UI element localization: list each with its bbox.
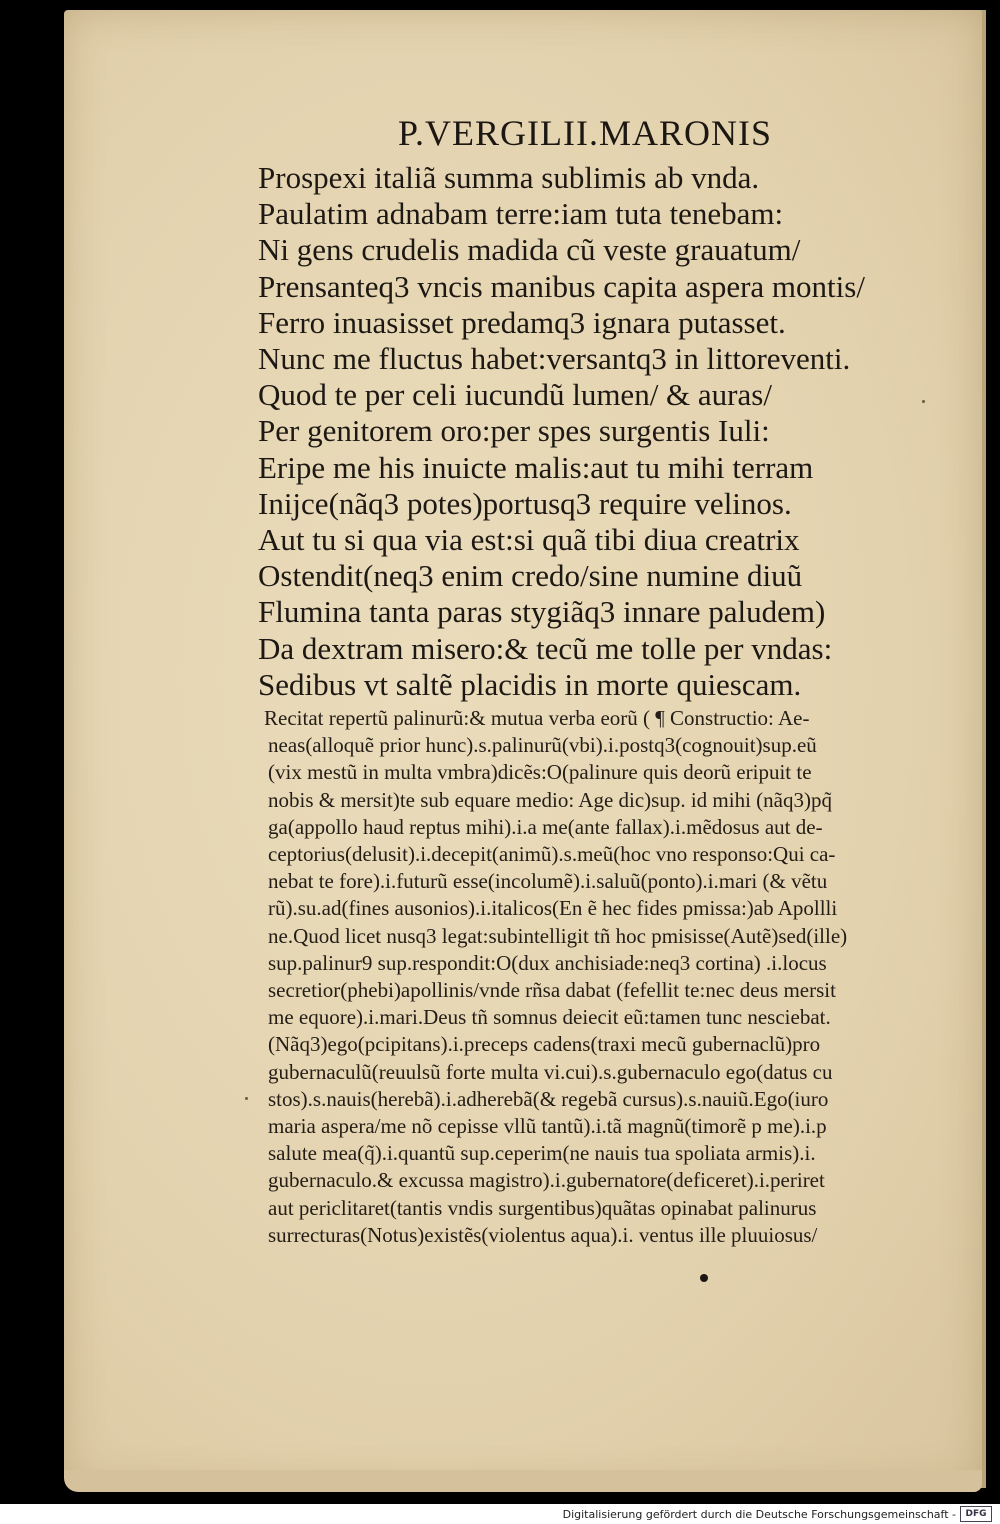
commentary-line: aut periclitaret(tantis vndis surgentibus)quãtas opinabat palinurus	[268, 1195, 817, 1220]
commentary-line: ga(appollo haud reptus mihi).i.a me(ante fallax).i.mẽdosus aut de-	[268, 814, 823, 839]
verse-line: Prensanteq3 vncis manibus capita aspera montis/	[258, 268, 865, 304]
commentary-line: maria aspera/me nõ cepisse vllũ tantũ).i.tã magnũ(timorẽ p me).i.p	[268, 1114, 827, 1139]
verse-line: Prospexi italiã summa sublimis ab vnda.	[258, 160, 760, 195]
verse-line: Quod te per celi iucundũ lumen/ & auras/	[258, 377, 772, 413]
verse-block	[258, 160, 958, 703]
verse-line: Ni gens crudelis madida cũ veste grauatum/	[258, 232, 801, 268]
verse-line: Iniјce(nãq3 potes)portusq3 require velinos.	[258, 485, 792, 521]
commentary-line: secretior(phebi)apollinis/vnde rñsa dabat (fefellit te:nec deus mersit	[268, 978, 836, 1003]
dfg-logo: DFG	[960, 1506, 992, 1522]
commentary-block	[264, 705, 964, 1249]
verse-line: Ferro inuasisset predamq3 ignara putasset.	[258, 304, 786, 340]
commentary-line: nebat te fore).i.futurũ esse(incolumẽ).i.saluũ(ponto).i.mari (& vẽtu	[268, 869, 828, 894]
commentary-line: nobis & mersit)te sub equare medio: Age dic)sup. id mihi (nãq3)pq̃	[268, 787, 832, 812]
commentary-line: Recitat repertũ palinurũ:& mutua verba eorũ ( ¶ Constructio: Ae-	[264, 706, 810, 730]
commentary-line: sup.palinur9 sup.respondit:O(dux anchisiade:neq3 cortina) .i.locus	[268, 950, 827, 975]
commentary-line: ceptorius(delusit).i.decepit(animũ).s.meũ(hoc vno responso:Qui ca-	[268, 842, 836, 867]
verse-line: Ostendit(neq3 enim credo/sine numine diuũ	[258, 558, 803, 594]
running-head: P.VERGILII.MARONIS	[398, 113, 773, 153]
margin-speck	[245, 1097, 248, 1100]
margin-speck	[922, 400, 925, 403]
commentary-line: gubernaculũ(reuulsũ forte multa vi.cui).s.gubernaculo ego(datus cu	[268, 1059, 833, 1084]
commentary-line: me equore).i.mari.Deus tñ somnus deiecit eũ:tamen tunc nesciebat.	[268, 1005, 831, 1030]
ink-dot	[700, 1274, 708, 1282]
commentary-line: salute mea(q̃).i.quantũ sup.ceperim(ne nauis tua spoliata armis).i.	[268, 1141, 816, 1166]
commentary-line: (Nãq3)ego(pcipitans).i.preceps cadens(traxi mecũ gubernaclũ)pro	[268, 1032, 821, 1057]
verse-line: Sedibus vt saltẽ placidis in morte quiescam.	[258, 666, 802, 702]
verse-line: Nunc me fluctus habet:versantq3 in littoreventi.	[258, 341, 851, 377]
verse-line: Aut tu si qua via est:si quã tibi diua creatrix	[258, 522, 800, 558]
footer-credit: Digitalisierung gefördert durch die Deutsche Forschungsgemeinschaft -	[562, 1508, 956, 1521]
commentary-line: surrecturas(Notus)existẽs(violentus aqua).i. ventus ille pluuiosus/	[268, 1222, 818, 1247]
verse-line: Paulatim adnabam terre:iam tuta tenebam:	[258, 196, 784, 232]
verse-line: Flumina tanta paras stygiãq3 innare paludem)	[258, 594, 826, 630]
commentary-line: ne.Quod licet nusq3 legat:subintelligit tñ hoc pmisisse(Autẽ)sed(ille)	[268, 923, 848, 948]
commentary-line: rũ).su.ad(fines ausonios).i.italicos(En ẽ hec fides pmissa:)ab Apollli	[268, 896, 838, 921]
commentary-line: stos).s.nauis(herebã).i.adherebã(& regebã cursus).s.nauiũ.Ego(iuro	[268, 1086, 829, 1111]
commentary-line: gubernaculo.& excussa magistro).i.gubernatore(deficeret).i.periret	[268, 1168, 825, 1193]
verse-line: Da dextram misero:& tecũ me tolle per vndas:	[258, 630, 833, 666]
page-bottom-edge	[64, 1470, 982, 1492]
verse-line: Per genitorem oro:per spes surgentis Iuli:	[258, 413, 770, 449]
commentary-line: neas(alloquẽ prior hunc).s.palinurũ(vbi).i.postq3(cognouit)sup.eũ	[268, 733, 817, 758]
commentary-line: (vix mestũ in multa vmbra)dicẽs:O(palinure quis deorũ eripuit te	[268, 760, 812, 785]
verse-line: Eripe me his inuicte malis:aut tu mihi terram	[258, 449, 814, 485]
